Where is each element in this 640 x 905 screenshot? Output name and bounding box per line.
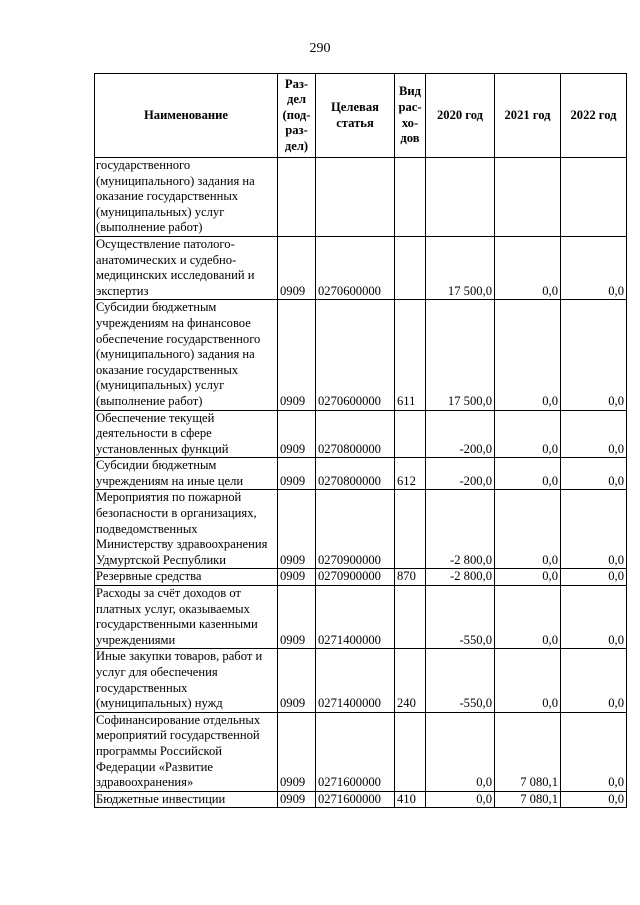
cell-name: Расходы за счёт доходов от платных услуг, оказываемых государственными казенными учреждениями	[95, 586, 278, 649]
cell-target: 0270600000	[316, 236, 395, 299]
cell-expense: 870	[395, 569, 426, 586]
cell-target: 0270900000	[316, 569, 395, 586]
cell-expense: 410	[395, 791, 426, 808]
cell-name: Субсидии бюджетным учреждениям на финансовое обеспечение государственного (муниципального) задания на оказание государственных (муниципальных) услуг (выполнение работ)	[95, 300, 278, 410]
header-expense: Вид рас-хо-дов	[395, 74, 426, 158]
table-row	[95, 158, 627, 237]
cell-expense	[395, 236, 426, 299]
header-2022: 2022 год	[561, 74, 627, 158]
cell-name: Осуществление патолого-анатомических и судебно-медицинских исследований и экспертиз	[95, 236, 278, 299]
cell-expense: 240	[395, 649, 426, 712]
cell-target: 0271600000	[316, 712, 395, 791]
cell-2021	[495, 158, 561, 237]
cell-2020: -200,0	[426, 410, 495, 458]
cell-target: 0270900000	[316, 490, 395, 569]
cell-expense	[395, 586, 426, 649]
cell-target: 0270800000	[316, 458, 395, 490]
cell-2020: 0,0	[426, 712, 495, 791]
cell-section: 0909	[278, 712, 316, 791]
table-row	[95, 236, 627, 299]
table-row	[95, 791, 627, 808]
header-name: Наименование	[95, 74, 278, 158]
cell-2020: -2 800,0	[426, 490, 495, 569]
cell-name: Иные закупки товаров, работ и услуг для обеспечения государственных (муниципальных) нужд	[95, 649, 278, 712]
table-row	[95, 300, 627, 410]
cell-2020: -550,0	[426, 586, 495, 649]
cell-2020: 17 500,0	[426, 236, 495, 299]
cell-2020: 0,0	[426, 791, 495, 808]
cell-section: 0909	[278, 649, 316, 712]
cell-section: 0909	[278, 300, 316, 410]
cell-target: 0271400000	[316, 649, 395, 712]
cell-2021: 0,0	[495, 410, 561, 458]
cell-section: 0909	[278, 586, 316, 649]
cell-name: Обеспечение текущей деятельности в сфере установленных функций	[95, 410, 278, 458]
cell-2022: 0,0	[561, 300, 627, 410]
cell-2020	[426, 158, 495, 237]
table-row	[95, 458, 627, 490]
cell-name: государственного (муниципального) задания на оказание государственных (муниципальных) услуг (выполнение работ)	[95, 158, 278, 237]
cell-2021: 0,0	[495, 569, 561, 586]
cell-2021: 7 080,1	[495, 791, 561, 808]
cell-section: 0909	[278, 458, 316, 490]
cell-2021: 0,0	[495, 649, 561, 712]
cell-section: 0909	[278, 569, 316, 586]
cell-expense	[395, 410, 426, 458]
cell-expense	[395, 158, 426, 237]
header-2021: 2021 год	[495, 74, 561, 158]
cell-target: 0271600000	[316, 791, 395, 808]
cell-2022: 0,0	[561, 712, 627, 791]
header-2020: 2020 год	[426, 74, 495, 158]
cell-2020: -200,0	[426, 458, 495, 490]
cell-2021: 0,0	[495, 586, 561, 649]
cell-target: 0271400000	[316, 586, 395, 649]
table-row	[95, 712, 627, 791]
cell-target: 0270800000	[316, 410, 395, 458]
cell-name: Мероприятия по пожарной безопасности в организациях, подведомственных Министерству здравоохранения Удмуртской Республики	[95, 490, 278, 569]
cell-name: Резервные средства	[95, 569, 278, 586]
cell-section: 0909	[278, 490, 316, 569]
table-row	[95, 569, 627, 586]
cell-2021: 7 080,1	[495, 712, 561, 791]
cell-2020: 17 500,0	[426, 300, 495, 410]
cell-target: 0270600000	[316, 300, 395, 410]
cell-2021: 0,0	[495, 490, 561, 569]
cell-name: Софинансирование отдельных мероприятий государственной программы Российской Федерации «Развитие здравоохранения»	[95, 712, 278, 791]
cell-2022: 0,0	[561, 569, 627, 586]
cell-section: 0909	[278, 410, 316, 458]
cell-target	[316, 158, 395, 237]
cell-name: Бюджетные инвестиции	[95, 791, 278, 808]
cell-name: Субсидии бюджетным учреждениям на иные цели	[95, 458, 278, 490]
table-row	[95, 490, 627, 569]
cell-section: 0909	[278, 791, 316, 808]
table-row	[95, 410, 627, 458]
cell-2022: 0,0	[561, 586, 627, 649]
cell-2021: 0,0	[495, 236, 561, 299]
cell-expense: 611	[395, 300, 426, 410]
table-row	[95, 649, 627, 712]
cell-2020: -2 800,0	[426, 569, 495, 586]
cell-2022: 0,0	[561, 649, 627, 712]
table-header-row	[95, 74, 627, 158]
table-row	[95, 586, 627, 649]
cell-2022: 0,0	[561, 490, 627, 569]
cell-2022	[561, 158, 627, 237]
budget-table	[94, 73, 627, 808]
cell-expense: 612	[395, 458, 426, 490]
cell-2022: 0,0	[561, 410, 627, 458]
cell-section: 0909	[278, 236, 316, 299]
cell-2022: 0,0	[561, 458, 627, 490]
header-section: Раз-дел (под-раз-дел)	[278, 74, 316, 158]
cell-2020: -550,0	[426, 649, 495, 712]
cell-section	[278, 158, 316, 237]
cell-expense	[395, 712, 426, 791]
cell-2021: 0,0	[495, 458, 561, 490]
cell-2022: 0,0	[561, 791, 627, 808]
page-number: 290	[309, 41, 331, 56]
cell-expense	[395, 490, 426, 569]
header-target: Целевая статья	[316, 74, 395, 158]
cell-2021: 0,0	[495, 300, 561, 410]
cell-2022: 0,0	[561, 236, 627, 299]
